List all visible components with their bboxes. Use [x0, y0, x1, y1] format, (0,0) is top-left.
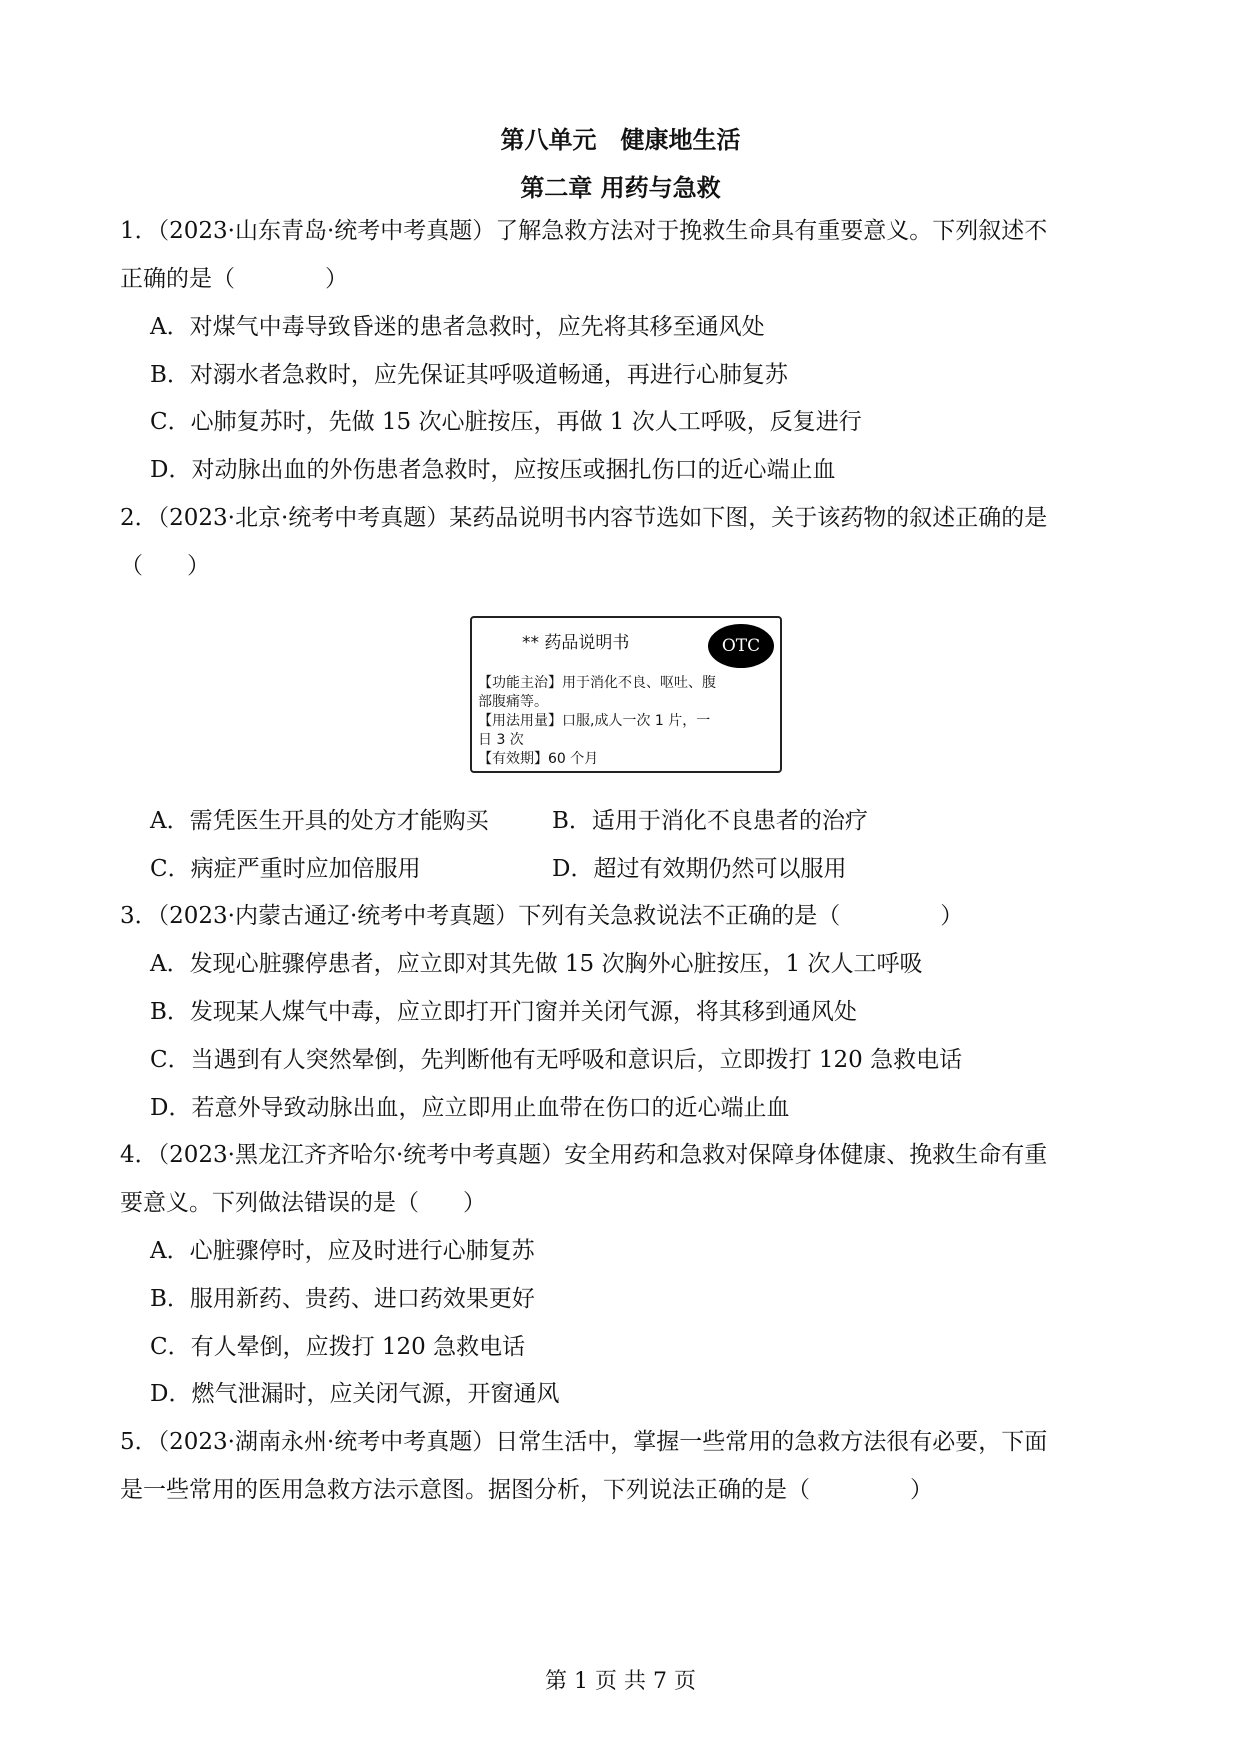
medicine-label-line: 【有效期】60 个月	[478, 751, 599, 767]
question-2-option-a: A．需凭医生开具的处方才能购买	[150, 808, 489, 834]
question-3-option-a: A．发现心脏骤停患者，应立即对其先做 15 次胸外心脏按压，1 次人工呼吸	[150, 951, 923, 977]
question-2-stem: 2．（2023·北京·统考中考真题）某药品说明书内容节选如下图，关于该药物的叙述正确的是	[120, 505, 1048, 531]
question-2-option-c: C．病症严重时应加倍服用	[150, 856, 421, 882]
question-3-option-c: C．当遇到有人突然晕倒，先判断他有无呼吸和意识后，立即拨打 120 急救电话	[150, 1047, 963, 1073]
medicine-label-figure	[470, 616, 782, 773]
question-1-stem: 1．（2023·山东青岛·统考中考真题）了解急救方法对于挽救生命具有重要意义。下列叙述不	[120, 218, 1048, 244]
question-3-stem: 3．（2023·内蒙古通辽·统考中考真题）下列有关急救说法不正确的是（ ）	[120, 903, 964, 929]
question-2-stem-cont: （ ）	[120, 553, 210, 579]
question-1-option-b: B．对溺水者急救时，应先保证其呼吸道畅通，再进行心肺复苏	[150, 362, 788, 388]
question-1-stem-cont: 正确的是（ ）	[120, 266, 348, 292]
medicine-label-title: ** 药品说明书	[522, 633, 630, 653]
medicine-label-line: 日 3 次	[478, 732, 524, 748]
question-5-stem: 5．（2023·湖南永州·统考中考真题）日常生活中，掌握一些常用的急救方法很有必要，下面	[120, 1429, 1048, 1455]
medicine-label-line: 【功能主治】用于消化不良、呕吐、腹	[478, 675, 716, 691]
otc-badge: OTC	[708, 624, 774, 668]
medicine-label-line: 【用法用量】口服,成人一次 1 片，一	[478, 713, 711, 729]
question-4-stem: 4．（2023·黑龙江齐齐哈尔·统考中考真题）安全用药和急救对保障身体健康、挽救生命有重	[120, 1142, 1048, 1168]
question-2-option-d: D．超过有效期仍然可以服用	[552, 856, 847, 882]
question-3-option-b: B．发现某人煤气中毒，应立即打开门窗并关闭气源，将其移到通风处	[150, 999, 857, 1025]
question-1-option-a: A．对煤气中毒导致昏迷的患者急救时，应先将其移至通风处	[150, 314, 765, 340]
question-4-option-d: D．燃气泄漏时，应关闭气源，开窗通风	[150, 1381, 560, 1407]
question-2-option-b: B．适用于消化不良患者的治疗	[552, 808, 868, 834]
question-4-option-b: B．服用新药、贵药、进口药效果更好	[150, 1286, 535, 1312]
question-4-stem-cont: 要意义。下列做法错误的是（ ）	[120, 1190, 486, 1216]
chapter-title: 第二章 用药与急救	[520, 174, 721, 202]
question-4-option-c: C．有人晕倒，应拨打 120 急救电话	[150, 1334, 526, 1360]
question-1-option-c: C．心肺复苏时，先做 15 次心脏按压，再做 1 次人工呼吸，反复进行	[150, 409, 862, 435]
page-footer: 第 1 页 共 7 页	[545, 1669, 696, 1694]
question-1-option-d: D．对动脉出血的外伤患者急救时，应按压或捆扎伤口的近心端止血	[150, 457, 836, 483]
unit-title: 第八单元 健康地生活	[500, 126, 741, 154]
question-4-option-a: A．心脏骤停时，应及时进行心肺复苏	[150, 1238, 535, 1264]
question-3-option-d: D．若意外导致动脉出血，应立即用止血带在伤口的近心端止血	[150, 1095, 790, 1121]
question-5-stem-cont: 是一些常用的医用急救方法示意图。据图分析，下列说法正确的是（ ）	[120, 1477, 933, 1503]
medicine-label-line: 部腹痛等。	[478, 694, 548, 710]
